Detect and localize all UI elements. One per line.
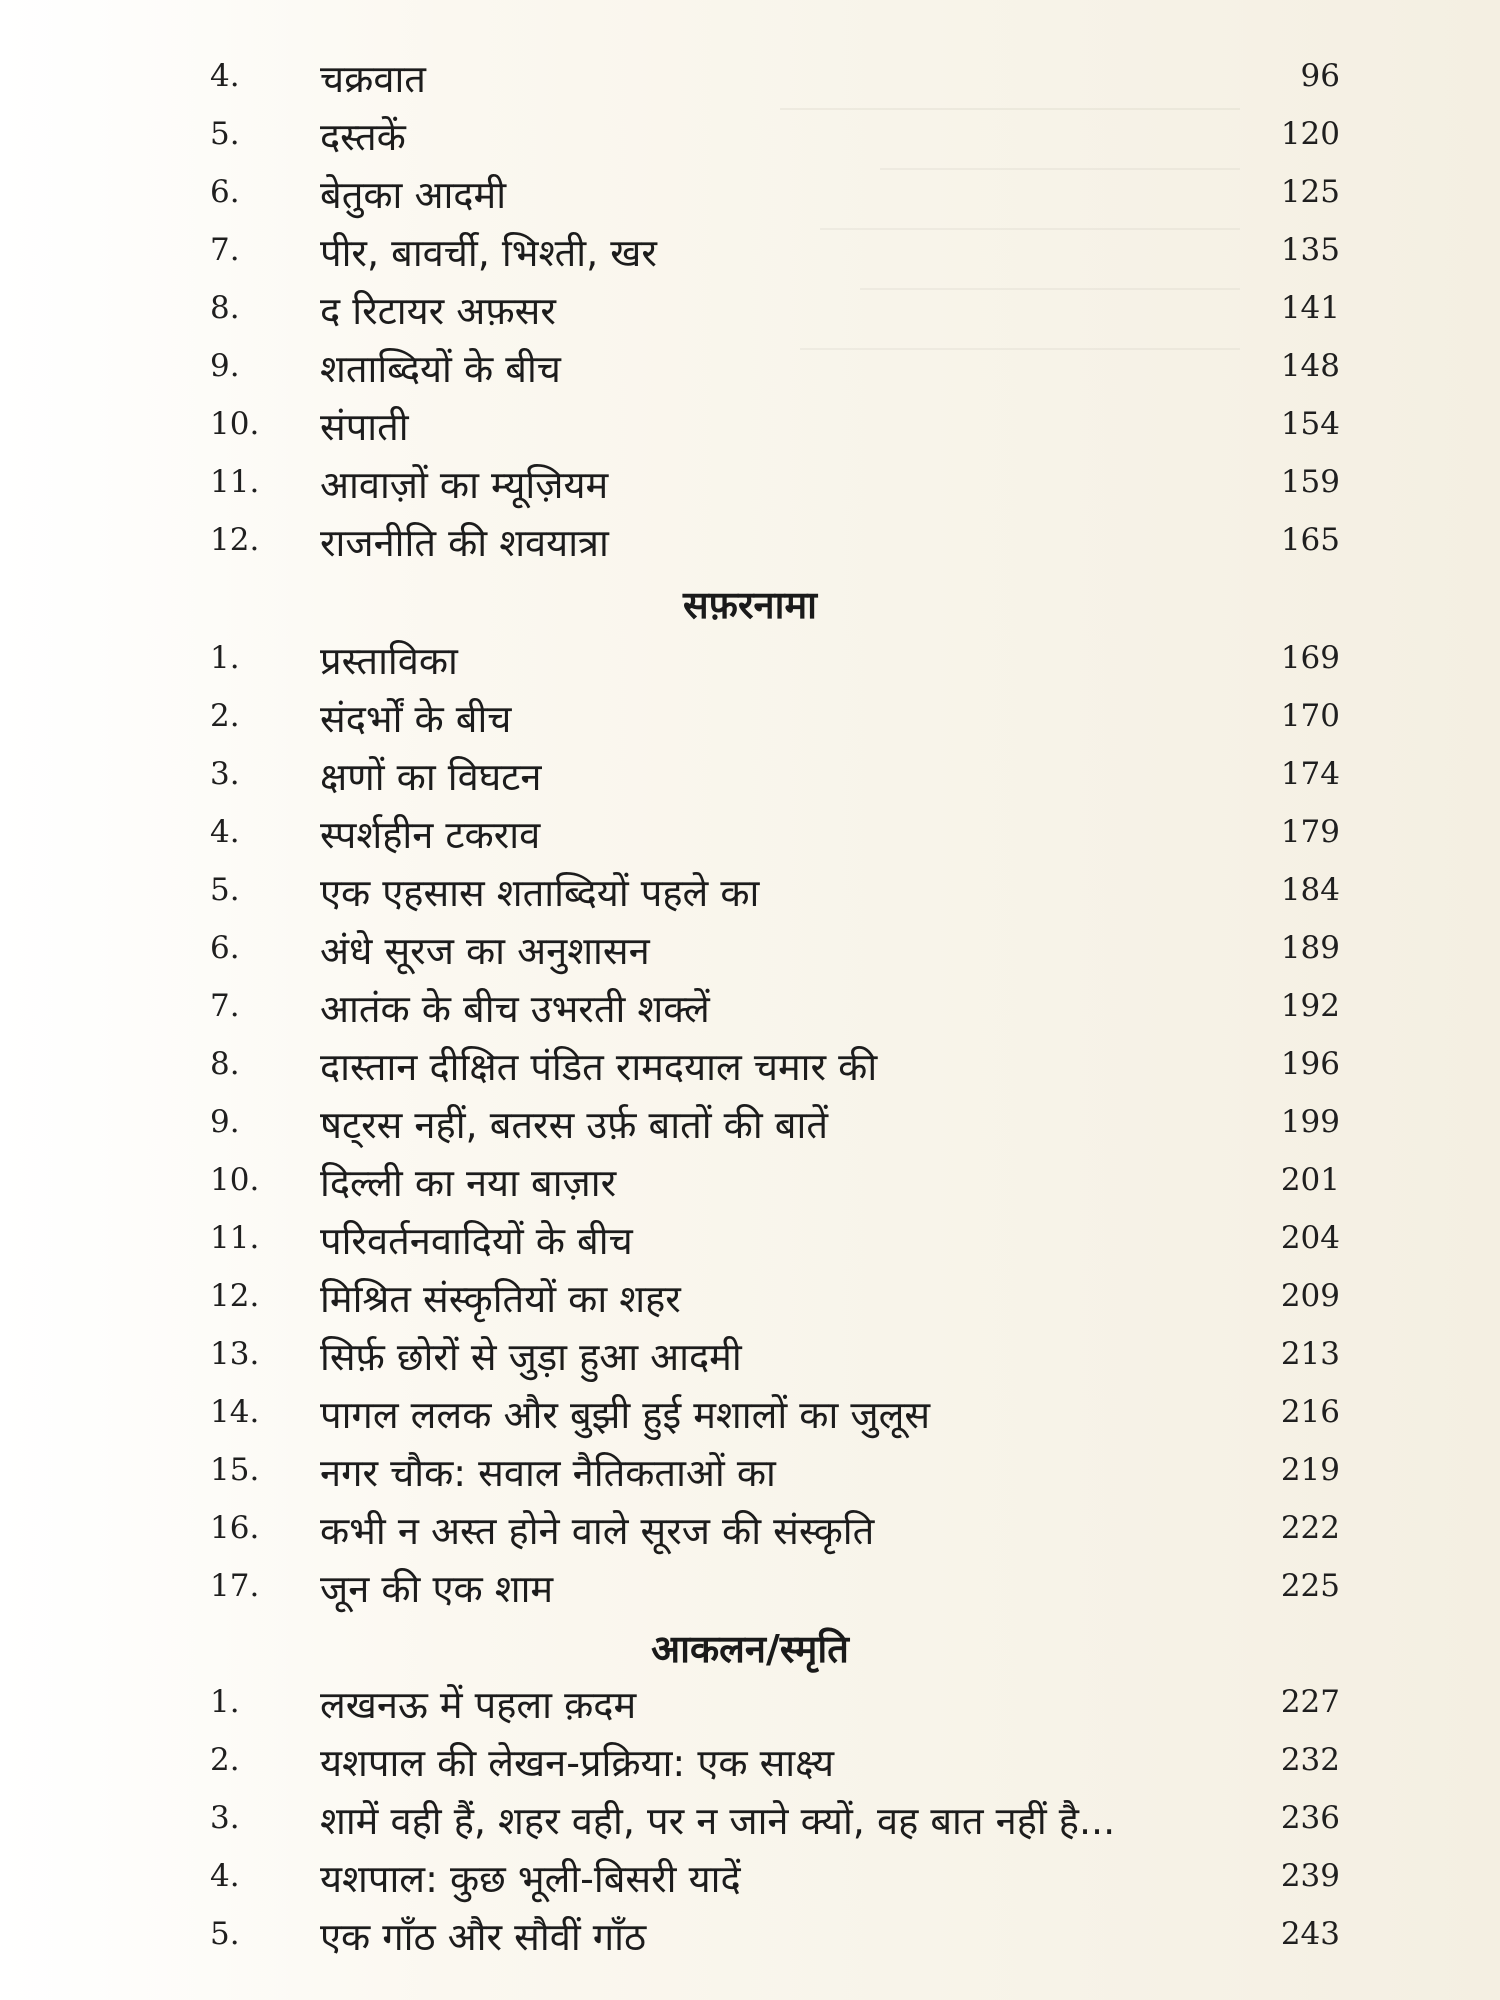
- toc-entry[interactable]: [0, 456, 1500, 514]
- entry-title: पागल ललक और बुझी हुई मशालों का जुलूस: [320, 1393, 931, 1437]
- section-heading-aakalan-smriti: आकलन/स्मृति: [651, 1627, 849, 1671]
- toc-entry[interactable]: [0, 1328, 1500, 1386]
- entry-page: 154: [1280, 406, 1340, 442]
- entry-title: स्पर्शहीन टकराव: [320, 813, 541, 857]
- entry-number: 9.: [210, 1104, 240, 1140]
- toc-entry[interactable]: [0, 922, 1500, 980]
- entry-title: प्रस्ताविका: [320, 639, 458, 683]
- toc-entry[interactable]: [0, 748, 1500, 806]
- entry-number: 5.: [210, 116, 240, 152]
- toc-entry[interactable]: [0, 166, 1500, 224]
- entry-page: 96: [1300, 58, 1340, 94]
- entry-number: 3.: [210, 756, 240, 792]
- entry-title: दिल्ली का नया बाज़ार: [320, 1161, 617, 1205]
- entry-number: 12.: [210, 1278, 260, 1314]
- entry-number: 11.: [210, 1220, 260, 1256]
- entry-title: द रिटायर अफ़सर: [320, 289, 556, 333]
- entry-page: 243: [1280, 1916, 1340, 1952]
- entry-page: 148: [1280, 348, 1340, 384]
- entry-title: कभी न अस्त होने वाले सूरज की संस्कृति: [320, 1509, 875, 1553]
- entry-title: आतंक के बीच उभरती शक्लें: [320, 987, 710, 1031]
- entry-title: चक्रवात: [320, 57, 426, 101]
- entry-page: 174: [1280, 756, 1340, 792]
- toc-entry[interactable]: [0, 282, 1500, 340]
- entry-title: नगर चौक: सवाल नैतिकताओं का: [320, 1451, 776, 1495]
- toc-entry[interactable]: [0, 1560, 1500, 1618]
- entry-number: 2.: [210, 698, 240, 734]
- toc-entry[interactable]: [0, 1154, 1500, 1212]
- entry-page: 169: [1280, 640, 1340, 676]
- toc-entry[interactable]: [0, 1792, 1500, 1850]
- entry-number: 17.: [210, 1568, 260, 1604]
- entry-page: 199: [1280, 1104, 1340, 1140]
- toc-entry[interactable]: [0, 1386, 1500, 1444]
- toc-entry[interactable]: [0, 1212, 1500, 1270]
- entry-number: 1.: [210, 1684, 240, 1720]
- toc-entry[interactable]: [0, 1676, 1500, 1734]
- entry-page: 209: [1280, 1278, 1340, 1314]
- entry-title: संदर्भों के बीच: [320, 697, 512, 741]
- entry-title: पीर, बावर्ची, भिश्ती, खर: [320, 231, 657, 275]
- toc-entry[interactable]: [0, 1444, 1500, 1502]
- entry-title: क्षणों का विघटन: [320, 755, 542, 799]
- entry-page: 239: [1280, 1858, 1340, 1894]
- entry-number: 14.: [210, 1394, 260, 1430]
- toc-entry[interactable]: [0, 514, 1500, 572]
- entry-title: सिर्फ़ छोरों से जुड़ा हुआ आदमी: [320, 1335, 742, 1379]
- entry-page: 120: [1280, 116, 1340, 152]
- entry-number: 11.: [210, 464, 260, 500]
- entry-title: जून की एक शाम: [320, 1567, 554, 1611]
- entry-number: 10.: [210, 406, 260, 442]
- entry-page: 219: [1280, 1452, 1340, 1488]
- section-heading-safarnama: सफ़रनामा: [682, 583, 818, 627]
- entry-number: 7.: [210, 232, 240, 268]
- entry-number: 4.: [210, 814, 240, 850]
- entry-title: संपाती: [320, 405, 409, 449]
- entry-number: 9.: [210, 348, 240, 384]
- entry-page: 179: [1280, 814, 1340, 850]
- entry-title: दास्तान दीक्षित पंडित रामदयाल चमार की: [320, 1045, 878, 1089]
- entry-number: 7.: [210, 988, 240, 1024]
- toc-entry[interactable]: [0, 806, 1500, 864]
- toc-entry[interactable]: [0, 50, 1500, 108]
- entry-page: 227: [1280, 1684, 1340, 1720]
- entry-number: 4.: [210, 58, 240, 94]
- toc-entry[interactable]: [0, 980, 1500, 1038]
- toc-entry[interactable]: [0, 1270, 1500, 1328]
- entry-title: एक गाँठ और सौवीं गाँठ: [320, 1915, 647, 1959]
- entry-title: दस्तकें: [320, 115, 406, 159]
- entry-number: 15.: [210, 1452, 260, 1488]
- toc-entry[interactable]: [0, 864, 1500, 922]
- entry-page: 184: [1280, 872, 1340, 908]
- toc-entry[interactable]: [0, 1734, 1500, 1792]
- toc-entry[interactable]: [0, 340, 1500, 398]
- toc-entry[interactable]: [0, 690, 1500, 748]
- entry-number: 8.: [210, 1046, 240, 1082]
- entry-title: यशपाल की लेखन-प्रक्रिया: एक साक्ष्य: [320, 1741, 835, 1785]
- entry-title: शताब्दियों के बीच: [320, 347, 561, 391]
- entry-page: 159: [1280, 464, 1340, 500]
- entry-number: 12.: [210, 522, 260, 558]
- entry-page: 165: [1280, 522, 1340, 558]
- entry-title: षट्‌रस नहीं, बतरस उर्फ़ बातों की बातें: [320, 1103, 828, 1147]
- entry-page: 225: [1280, 1568, 1340, 1604]
- entry-page: 141: [1280, 290, 1340, 326]
- entry-title: आवाज़ों का म्यूज़ियम: [320, 463, 609, 507]
- entry-title: मिश्रित संस्कृतियों का शहर: [320, 1277, 681, 1321]
- entry-page: 125: [1280, 174, 1340, 210]
- entry-number: 13.: [210, 1336, 260, 1372]
- entry-title: परिवर्तनवादियों के बीच: [320, 1219, 633, 1263]
- entry-page: 204: [1280, 1220, 1340, 1256]
- entry-number: 8.: [210, 290, 240, 326]
- entry-page: 213: [1280, 1336, 1340, 1372]
- entry-number: 3.: [210, 1800, 240, 1836]
- entry-number: 10.: [210, 1162, 260, 1198]
- entry-title: राजनीति की शवयात्रा: [320, 521, 609, 565]
- entry-title: बेतुका आदमी: [320, 173, 507, 217]
- entry-number: 1.: [210, 640, 240, 676]
- entry-page: 135: [1280, 232, 1340, 268]
- entry-number: 16.: [210, 1510, 260, 1546]
- entry-title: शामें वही हैं, शहर वही, पर न जाने क्यों, वह बात नहीं है...: [320, 1799, 1116, 1843]
- toc-entry[interactable]: [0, 1096, 1500, 1154]
- entry-page: 192: [1280, 988, 1340, 1024]
- toc-entry[interactable]: [0, 632, 1500, 690]
- entry-page: 232: [1280, 1742, 1340, 1778]
- entry-number: 6.: [210, 930, 240, 966]
- toc-entry[interactable]: [0, 1908, 1500, 1966]
- toc-entry[interactable]: [0, 224, 1500, 282]
- entry-page: 196: [1280, 1046, 1340, 1082]
- entry-page: 201: [1280, 1162, 1340, 1198]
- entry-page: 170: [1280, 698, 1340, 734]
- entry-title: एक एहसास शताब्दियों पहले का: [320, 871, 760, 915]
- entry-number: 2.: [210, 1742, 240, 1778]
- entry-page: 189: [1280, 930, 1340, 966]
- toc-entry[interactable]: [0, 1850, 1500, 1908]
- entry-number: 6.: [210, 174, 240, 210]
- entry-number: 4.: [210, 1858, 240, 1894]
- entry-title: अंधे सूरज का अनुशासन: [320, 929, 650, 973]
- toc-entry[interactable]: [0, 1038, 1500, 1096]
- entry-title: लखनऊ में पहला क़दम: [320, 1683, 637, 1727]
- entry-page: 216: [1280, 1394, 1340, 1430]
- toc-entry[interactable]: [0, 398, 1500, 456]
- entry-page: 236: [1280, 1800, 1340, 1836]
- toc-entry[interactable]: [0, 108, 1500, 166]
- entry-number: 5.: [210, 872, 240, 908]
- entry-title: यशपाल: कुछ भूली-बिसरी यादें: [320, 1857, 741, 1901]
- entry-number: 5.: [210, 1916, 240, 1952]
- toc-entry[interactable]: [0, 1502, 1500, 1560]
- entry-page: 222: [1280, 1510, 1340, 1546]
